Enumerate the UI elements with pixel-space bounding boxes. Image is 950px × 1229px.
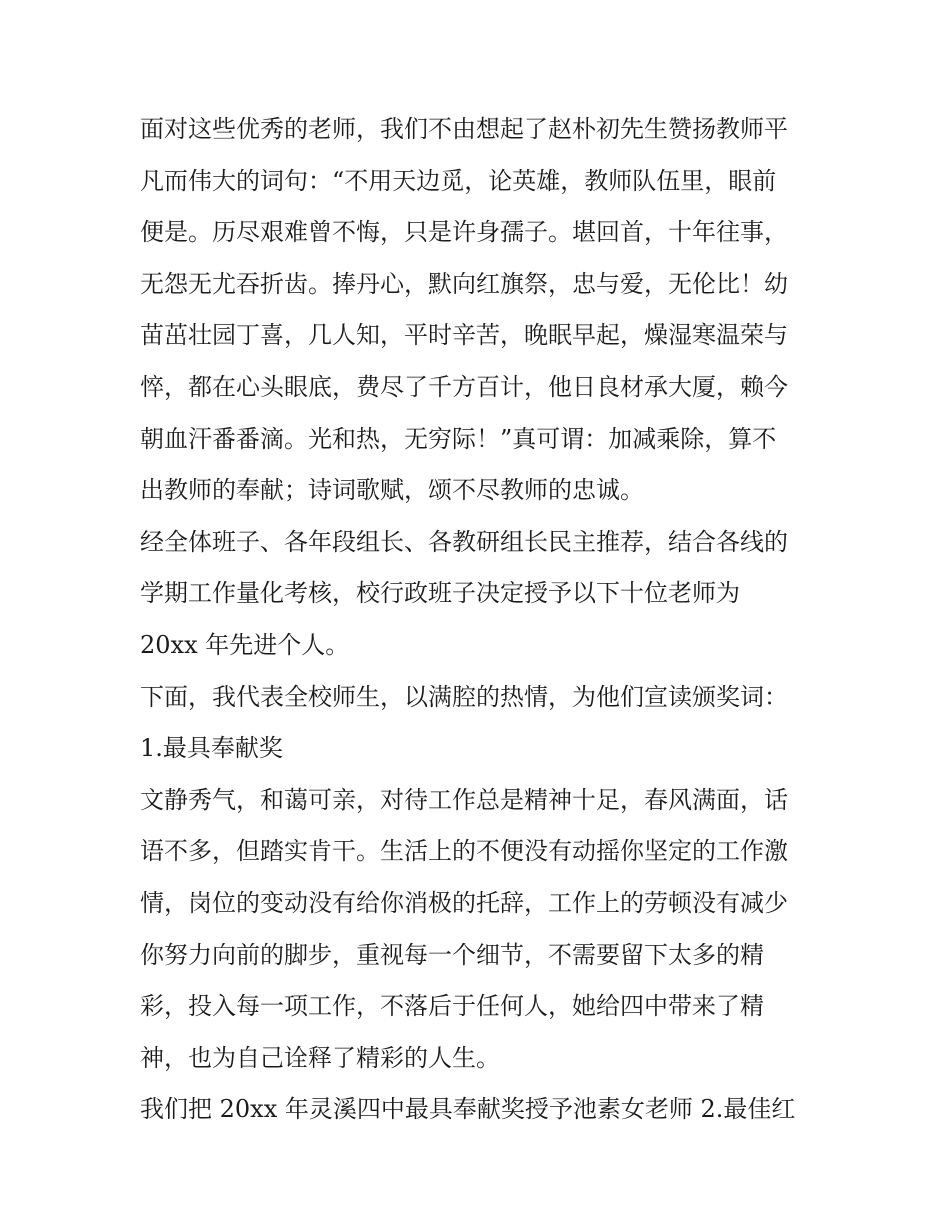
- paragraph-zhao-puchu-poem: [140, 104, 820, 517]
- text-line: 彩，投入每一项工作，不落后于任何人，她给四中带来了精: [140, 992, 764, 1021]
- text-line: 学期工作量化考核，校行政班子决定授予以下十位老师为: [140, 579, 740, 608]
- text-line: 经全体班子、各年段组长、各教研组长民主推荐，结合各线的: [140, 527, 788, 556]
- text-line: 无怨无尤吞折齿。捧丹心，默向红旗祭，忠与爱，无伦比！幼: [140, 269, 788, 298]
- text-line: 便是。历尽艰难曾不悔，只是许身孺子。堪回首，十年往事，: [140, 218, 788, 247]
- text-line: 你努力向前的脚步，重视每一个细节，不需要留下太多的精: [140, 940, 764, 969]
- text-line: 下面，我代表全校师生，以满腔的热情，为他们宣读颁奖词：: [140, 682, 788, 711]
- award-heading-dedication: [140, 723, 820, 775]
- paragraph-award-recipient: [140, 1084, 820, 1136]
- text-line: 出教师的奉献；诗词歌赋，颂不尽教师的忠诚。: [140, 476, 644, 505]
- document-page: [140, 104, 820, 1136]
- text-line: 我们把 20xx 年灵溪四中最具奉献奖授予池素女老师 2.最佳红: [140, 1095, 796, 1124]
- text-line: 1.最具奉献奖: [140, 734, 283, 763]
- text-line: 情，岗位的变动没有给你消极的托辞，工作上的劳顿没有减少: [140, 888, 788, 917]
- text-line: 悴，都在心头眼底，费尽了千方百计，他日良材承大厦，赖今: [140, 372, 788, 401]
- text-line: 语不多，但踏实肯干。生活上的不便没有动摇你坚定的工作激: [140, 837, 788, 866]
- text-line: 苗茁壮园丁喜，几人知，平时辛苦，晚眠早起，燥湿寒温荣与: [140, 321, 788, 350]
- text-line: 面对这些优秀的老师，我们不由想起了赵朴初先生赞扬教师平: [140, 115, 788, 143]
- text-line: 神，也为自己诠释了精彩的人生。: [140, 1043, 500, 1072]
- paragraph-award-decision: [140, 517, 820, 672]
- text-line: 20xx 年先进个人。: [140, 630, 350, 659]
- text-line: 凡而伟大的词句：“不用天边觅，论英雄，教师队伍里，眼前: [140, 166, 777, 195]
- paragraph-reading-intro: [140, 672, 820, 724]
- text-line: 朝血汗番番滴。光和热，无穷际！”真可谓：加减乘除，算不: [140, 424, 777, 453]
- text-line: 文静秀气，和蔼可亲，对待工作总是精神十足，春风满面，话: [140, 785, 788, 814]
- paragraph-award-citation: [140, 775, 820, 1085]
